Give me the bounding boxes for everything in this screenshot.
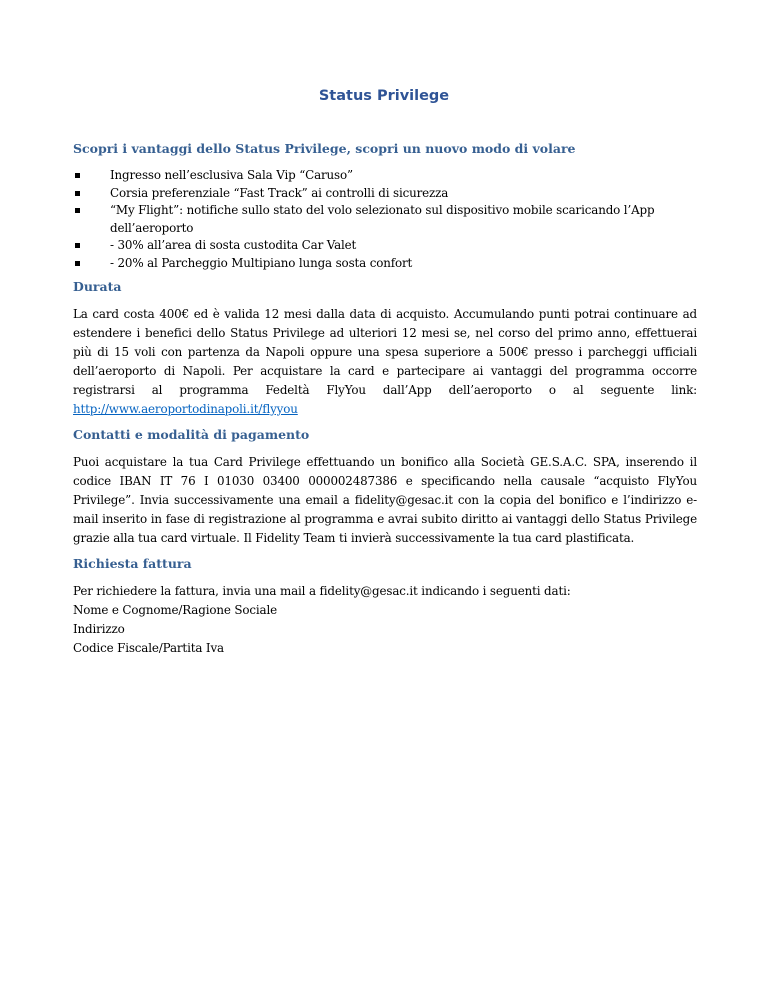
- benefit-text: Ingresso nell’esclusiva Sala Vip “Caruso”: [110, 168, 353, 182]
- contatti-section: [73, 426, 697, 548]
- bullet-icon: [75, 191, 80, 196]
- fattura-lines: [73, 582, 697, 658]
- list-item: [73, 202, 697, 237]
- benefits-section: [73, 140, 697, 272]
- fattura-field: Indirizzo: [73, 622, 125, 636]
- list-item: [73, 237, 697, 255]
- durata-paragraph: [73, 305, 697, 419]
- benefit-text: - 20% al Parcheggio Multipiano lunga sosta confort: [110, 255, 413, 270]
- bullet-icon: [75, 243, 80, 248]
- benefit-text: - 30% all’area di sosta custodita Car Valet: [110, 238, 357, 252]
- bullet-icon: [75, 173, 80, 178]
- list-item: [73, 185, 697, 203]
- page-title: Status Privilege: [318, 88, 450, 104]
- bullet-icon: [75, 261, 80, 266]
- list-item: [73, 167, 697, 185]
- durata-text: La card costa 400€ ed è valida 12 mesi dalla data di acquisto. Accumulando punti potrai continuare ad estendere i benefici dello Status Privilege ad ulteriori 12 mesi se, nel corso del primo anno, effettuerai più di 15 voli con partenza da Napoli oppure una spesa superiore a 500€ presso i parcheggi ufficiali dell’aeroporto di Napoli. Per acquistare la card e partecipare ai vantaggi del programma occorre registrarsi al programma Fedeltà FlyYou dall’App dell’aeroporto o al seguente link:: [73, 307, 697, 397]
- fattura-field: Codice Fiscale/Partita Iva: [73, 641, 224, 655]
- bullet-icon: [75, 208, 80, 213]
- fattura-intro: Per richiedere la fattura, invia una mail a fidelity@gesac.it indicando i seguenti dati:: [73, 584, 571, 598]
- contatti-paragraph: Puoi acquistare la tua Card Privilege effettuando un bonifico alla Società GE.S.A.C. SPA, inserendo il codice IBAN IT 76 I 01030 03400 000002487386 e specificando nella causale “acquisto FlyYou Privilege”. Invia successivamente una email a fidelity@gesac.it con la copia del bonifico e l’indirizzo e-mail inserito in fase di registrazione al programma e avrai subito diritto ai vantaggi dello Status Privilege grazie alla tua card virtuale. Il Fidelity Team ti invierà successivamente la tua card plastificata.: [73, 455, 697, 545]
- fattura-field: Nome e Cognome/Ragione Sociale: [73, 603, 278, 617]
- benefits-heading: Scopri i vantaggi dello Status Privilege, scopri un nuovo modo di volare: [73, 141, 576, 156]
- durata-section: [73, 278, 697, 419]
- benefit-text: “My Flight”: notifiche sullo stato del volo selezionato sul dispositivo mobile scaricando l’App dell’aeroporto: [110, 203, 655, 235]
- list-item: [73, 255, 697, 273]
- flyyou-link[interactable]: http://www.aeroportodinapoli.it/flyyou: [73, 402, 298, 416]
- benefit-text: Corsia preferenziale “Fast Track” ai controlli di sicurezza: [110, 185, 449, 200]
- benefits-list: [73, 167, 697, 272]
- document-content: [73, 140, 697, 665]
- contatti-heading: Contatti e modalità di pagamento: [73, 427, 310, 442]
- durata-heading: Durata: [73, 279, 122, 294]
- fattura-section: [73, 555, 697, 658]
- fattura-heading: Richiesta fattura: [73, 556, 192, 571]
